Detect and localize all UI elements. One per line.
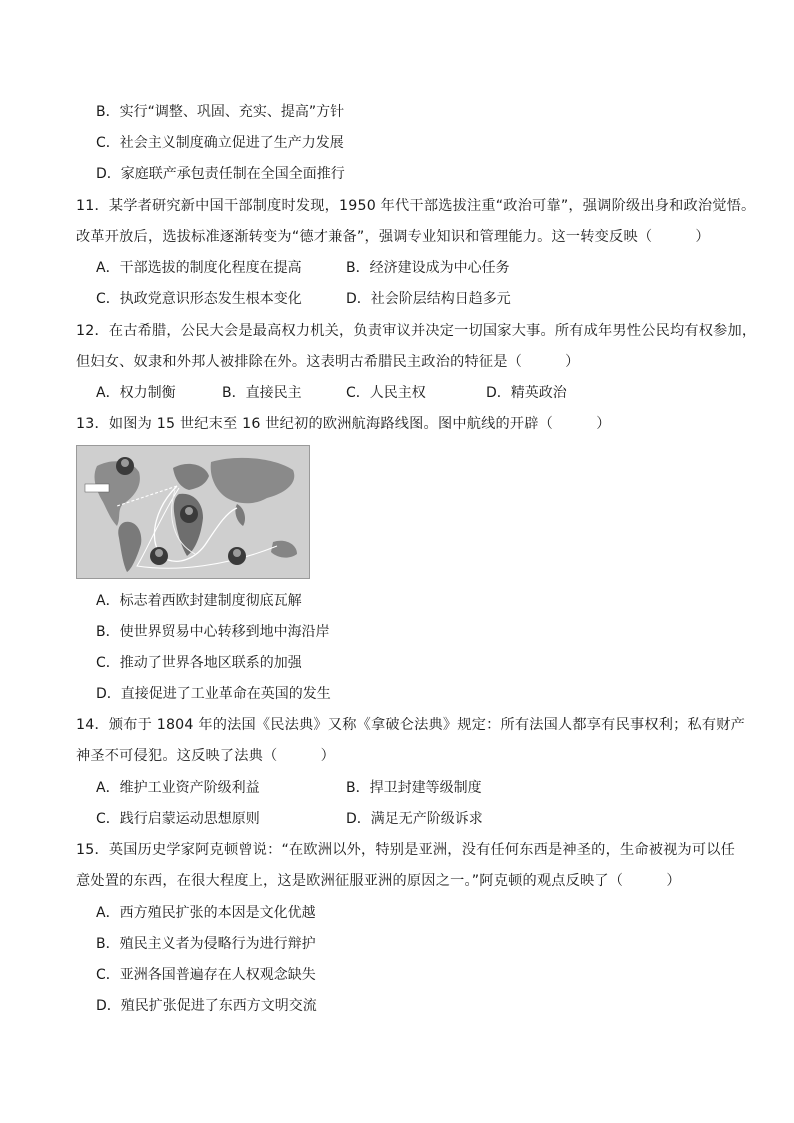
q11-stem-line1: 11．某学者研究新中国干部制度时发现，1950 年代干部选拔注重“政治可靠”，强调阶级出身和政治觉悟。: [76, 198, 756, 214]
q14-option-b: B．捍卫封建等级制度: [346, 780, 482, 796]
q14-option-d: D．满足无产阶级诉求: [346, 811, 483, 827]
q14-stem-line1: 14．颁布于 1804 年的法国《民法典》又称《拿破仑法典》规定：所有法国人都享有民事权利；私有财产: [76, 717, 746, 733]
q11-stem-line2: 改革开放后，选拔标准逐渐转变为“德才兼备”，强调专业知识和管理能力。这一转变反映（ ）: [76, 229, 710, 245]
q15-option-a: A．西方殖民扩张的本因是文化优越: [96, 905, 316, 921]
q14-stem-line2: 神圣不可侵犯。这反映了法典（ ）: [76, 748, 335, 764]
q13-option-d: D．直接促进了工业革命在英国的发生: [96, 686, 331, 702]
q15-option-b: B．殖民主义者为侵略行为进行辩护: [96, 936, 316, 952]
q13-option-a: A．标志着西欧封建制度彻底瓦解: [96, 593, 302, 609]
q13-stem: 13．如图为 15 世纪末至 16 世纪初的欧洲航海路线图。图中航线的开辟（ ）: [76, 416, 611, 432]
q14-option-c: C．践行启蒙运动思想原则: [96, 811, 260, 827]
q11-option-d: D．社会阶层结构日趋多元: [346, 291, 511, 307]
q15-stem-line2: 意处置的东西，在很大程度上，这是欧洲征服亚洲的原因之一。”阿克顿的观点反映了（ ）: [76, 873, 681, 889]
voyage-route-map: [76, 445, 310, 579]
q10-option-b: B．实行“调整、巩固、充实、提高”方针: [96, 104, 345, 120]
q13-option-b: B．使世界贸易中心转移到地中海沿岸: [96, 624, 330, 640]
q13-option-c: C．推动了世界各地区联系的加强: [96, 655, 302, 671]
q12-option-b: B．直接民主: [222, 385, 302, 401]
q12-option-c: C．人民主权: [346, 385, 426, 401]
q15-option-d: D．殖民扩张促进了东西方文明交流: [96, 998, 317, 1014]
q12-stem-line1: 12．在古希腊，公民大会是最高权力机关，负责审议并决定一切国家大事。所有成年男性公民均有权参加，: [76, 323, 757, 339]
q15-option-c: C．亚洲各国普遍存在人权观念缺失: [96, 967, 316, 983]
q11-option-c: C．执政党意识形态发生根本变化: [96, 291, 302, 307]
q11-option-b: B．经济建设成为中心任务: [346, 260, 510, 276]
q12-option-d: D．精英政治: [486, 385, 567, 401]
q15-stem-line1: 15．英国历史学家阿克顿曾说：“在欧洲以外，特别是亚洲，没有任何东西是神圣的，生命被视为可以任: [76, 842, 736, 858]
q14-option-a: A．维护工业资产阶级利益: [96, 780, 260, 796]
q10-option-d: D．家庭联产承包责任制在全国全面推行: [96, 166, 345, 182]
world-map-illustration: [77, 446, 309, 578]
q10-option-c: C．社会主义制度确立促进了生产力发展: [96, 135, 344, 151]
q12-option-a: A．权力制衡: [96, 385, 176, 401]
q11-option-a: A．干部选拔的制度化程度在提高: [96, 260, 302, 276]
q12-stem-line2: 但妇女、奴隶和外邦人被排除在外。这表明古希腊民主政治的特征是（ ）: [76, 354, 580, 370]
